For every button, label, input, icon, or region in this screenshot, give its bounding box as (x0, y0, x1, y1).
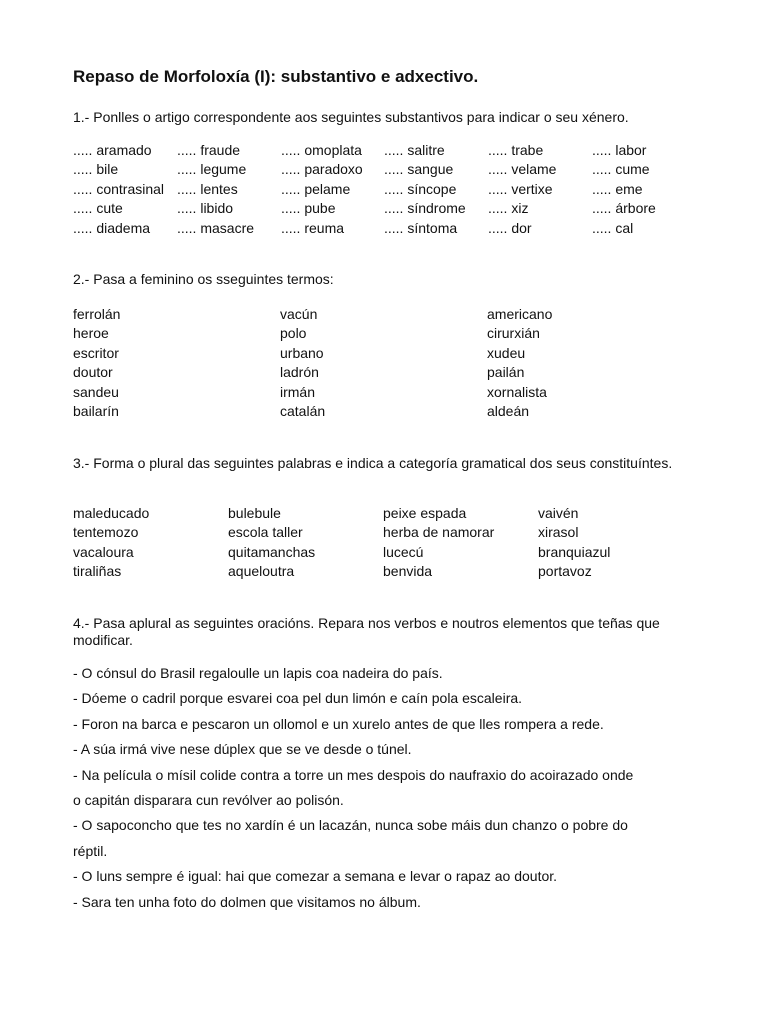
section1-cell: ..... contrasinal (73, 180, 165, 197)
section2-row (0, 401, 768, 421)
section3-cell: aqueloutra (228, 563, 295, 580)
section3-row (0, 522, 768, 542)
sentence-item: - Foron na barca e pescaron un ollomol e un xurelo antes de que lles rompera a rede. (73, 715, 604, 732)
section1-cell: ..... trabe (488, 142, 544, 158)
section1-cell: ..... paradoxo (281, 161, 363, 178)
section3-cell: branquiazul (538, 543, 611, 560)
section2-row (0, 362, 768, 382)
section2-cell: doutor (73, 364, 113, 381)
section3-cell: tiraliñas (73, 563, 122, 580)
section3-row (0, 503, 768, 523)
section1-cell: ..... árbore (592, 200, 656, 217)
sentence-item: - Sara ten unha foto do dolmen que visitamos no álbum. (73, 893, 421, 910)
section3-cell: herba de namorar (383, 524, 495, 541)
section3-cell: vaivén (538, 505, 579, 521)
section1-cell: ..... omoplata (281, 142, 362, 158)
section1-cell: ..... vertixe (488, 180, 553, 197)
section2-cell: ladrón (280, 364, 319, 381)
section1-cell: ..... diadema (73, 219, 151, 236)
section1-cell: ..... bile (73, 161, 119, 178)
section1-cell: ..... masacre (177, 219, 255, 236)
section2-cell: escritor (73, 344, 119, 361)
section4-sentence-list (73, 661, 713, 915)
section1-cell: ..... cute (73, 200, 123, 217)
section2-cell: cirurxián (487, 325, 540, 342)
section3-cell: tentemozo (73, 524, 139, 541)
section2-cell: bailarín (73, 403, 119, 419)
section1-cell: ..... labor (592, 142, 647, 158)
section2-cell: xornalista (487, 383, 547, 400)
section2-instruction: 2.- Pasa a feminino os sseguintes termos: (73, 271, 334, 287)
section2-cell: heroe (73, 325, 109, 342)
sentence-item: - Dóeme o cadril porque esvarei coa pel dun limón e caín pola escaleira. (73, 690, 523, 707)
section1-cell: ..... síntoma (384, 219, 458, 236)
sentence-item: - O luns sempre é igual: hai que comezar a semana e levar o rapaz ao doutor. (73, 868, 558, 885)
section1-cell: ..... aramado (73, 142, 152, 158)
section2-cell: ferrolán (73, 306, 121, 322)
section1-row (0, 159, 768, 179)
section3-instruction: 3.- Forma o plural das seguintes palabras e indica a categoría gramatical dos seus constituíntes. (73, 455, 673, 471)
section2-cell: irmán (280, 383, 316, 400)
sentence-item: o capitán disparara cun revólver ao polisón. (73, 792, 344, 809)
section3-row (0, 561, 768, 581)
section3-cell: vacaloura (73, 543, 134, 560)
section1-cell: ..... reuma (281, 219, 345, 236)
section2-cell: vacún (280, 306, 318, 322)
section4-instruction: 4.- Pasa aplural as seguintes oracións. Repara nos verbos e noutros elementos que teñas que modificar. (73, 615, 660, 648)
section2-cell: aldeán (487, 403, 530, 419)
section1-cell: ..... cume (592, 161, 650, 178)
section1-cell: ..... síndrome (384, 200, 466, 217)
sentence-item: réptil. (73, 842, 108, 859)
section1-instruction: 1.- Ponlles o artigo correspondente aos seguintes substantivos para indicar o seu xénero. (73, 109, 629, 125)
section1-cell: ..... xiz (488, 200, 529, 217)
section1-cell: ..... dor (488, 219, 532, 236)
section3-cell: lucecú (383, 543, 424, 560)
section1-cell: ..... pelame (281, 180, 351, 197)
sentence-item: - A súa irmá vive nese dúplex que se ve desde o túnel. (73, 741, 412, 758)
section2-cell: catalán (280, 403, 326, 419)
section1-cell: ..... libido (177, 200, 234, 217)
section1-cell: ..... lentes (177, 180, 238, 197)
section2-cell: urbano (280, 344, 324, 361)
section1-cell: ..... sangue (384, 161, 454, 178)
sentence-item: - O cónsul do Brasil regaloulle un lapis coa nadeira do país. (73, 665, 443, 681)
section1-row (0, 218, 768, 238)
section3-cell: portavoz (538, 563, 592, 580)
section1-cell: ..... salitre (384, 142, 445, 158)
section2-cell: sandeu (73, 383, 119, 400)
section1-cell: ..... pube (281, 200, 336, 217)
section3-cell: maleducado (73, 505, 150, 521)
section2-row (0, 343, 768, 363)
section1-cell: ..... cal (592, 219, 634, 236)
section3-cell: quitamanchas (228, 543, 316, 560)
section2-row (0, 304, 768, 324)
section2-cell: pailán (487, 364, 525, 381)
page-title: Repaso de Morfoloxía (I): substantivo e adxectivo. (73, 67, 479, 86)
sentence-item: - O sapoconcho que tes no xardín é un lacazán, nunca sobe máis dun chanzo o pobre do (73, 817, 628, 834)
section1-row (0, 198, 768, 218)
section3-cell: escola taller (228, 524, 303, 541)
section1-cell: ..... legume (177, 161, 247, 178)
section1-cell: ..... velame (488, 161, 557, 178)
section3-cell: benvida (383, 563, 433, 580)
section1-row (0, 179, 768, 199)
section1-cell: ..... fraude (177, 142, 241, 158)
section2-row (0, 323, 768, 343)
section1-row (0, 140, 768, 160)
section3-cell: xirasol (538, 524, 579, 541)
section2-cell: xudeu (487, 344, 526, 361)
section1-cell: ..... eme (592, 180, 643, 197)
section2-row (0, 382, 768, 402)
section1-cell: ..... síncope (384, 180, 457, 197)
sentence-item: - Na película o mísil colide contra a torre un mes despois do naufraxio do acoirazado onde (73, 766, 634, 783)
section2-cell: americano (487, 306, 553, 322)
section2-cell: polo (280, 325, 307, 342)
section3-cell: peixe espada (383, 505, 467, 521)
section3-row (0, 542, 768, 562)
section3-cell: bulebule (228, 505, 281, 521)
